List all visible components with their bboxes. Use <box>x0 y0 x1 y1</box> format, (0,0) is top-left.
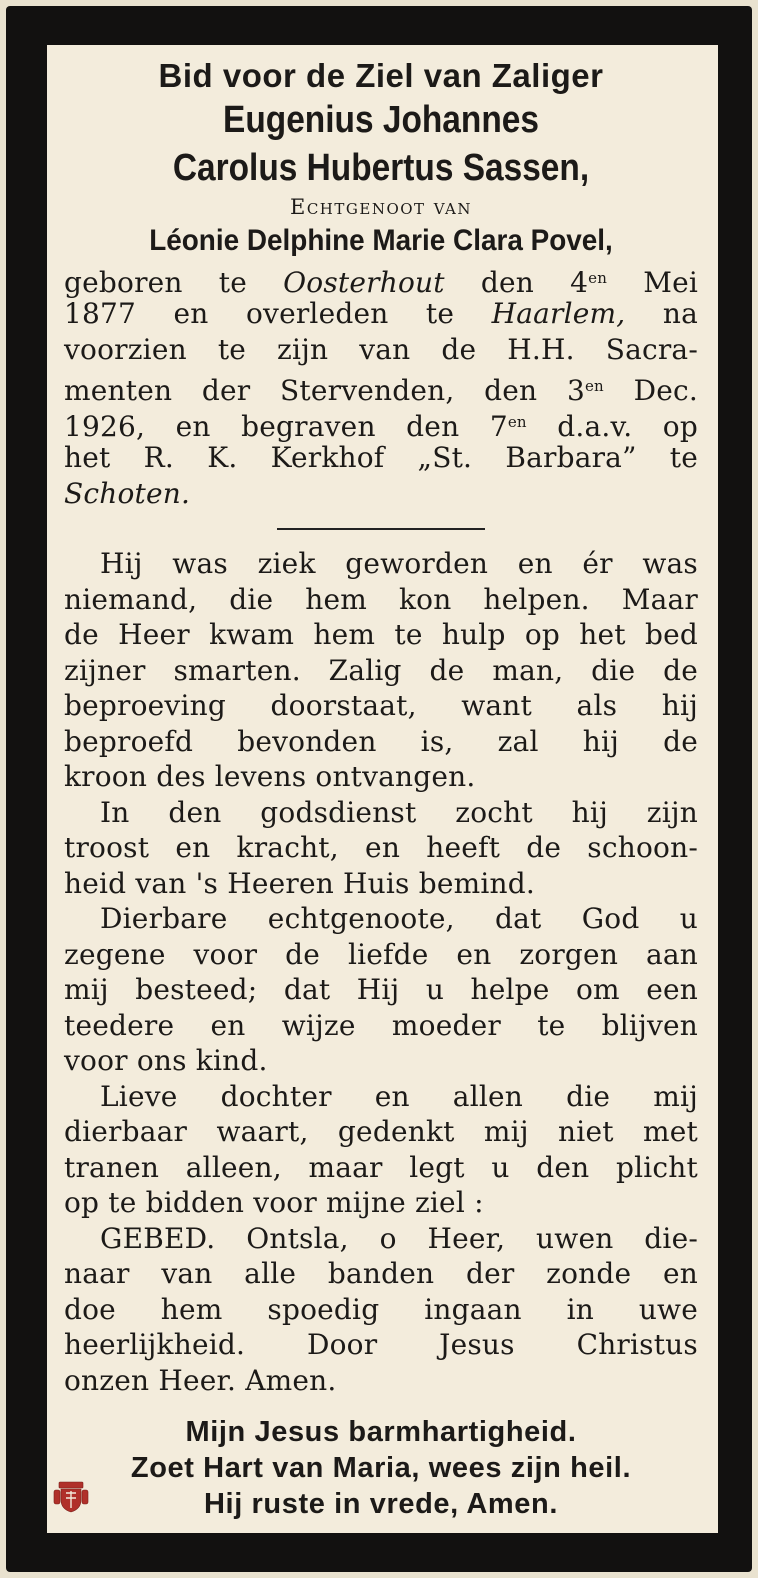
text-line: beproeving doorstaat, want als hij <box>64 689 698 722</box>
biography <box>64 260 698 512</box>
invocation-2: Zoet Hart van Maria, wees zijn heil. <box>130 1452 632 1484</box>
text-line: de Heer kwam hem te hulp op het bed <box>64 618 698 651</box>
text-line: kroon des levens ontvangen. <box>64 760 476 793</box>
invocation-1: Mijn Jesus barmhartigheid. <box>185 1416 577 1448</box>
bio-line-2: 1877 en overleden te Haarlem, na <box>64 297 698 330</box>
bio-line-7 <box>64 476 698 512</box>
text-line: teedere en wijze moeder te blijven <box>64 1008 698 1042</box>
text-line: In den godsdienst zocht hij zijn <box>100 795 698 829</box>
text-line: heid van 's Heeren Huis bemind. <box>64 866 535 900</box>
text-line: tranen alleen, maar legt u den plicht <box>64 1150 698 1184</box>
deceased-name-line-1: Eugenius Johannes <box>223 99 539 141</box>
burial-place: Schoten. <box>64 477 191 510</box>
bio-line-4: menten der Stervenden, den $3^{en}$ Dec. <box>64 374 698 407</box>
text-line: Lieve dochter en allen die mij <box>100 1079 698 1113</box>
heraldic-crest-icon <box>53 1480 89 1514</box>
deceased-name-line-2: Carolus Hubertus Sassen, <box>172 147 590 189</box>
text-line: zegene voor de liefde en zorgen aan <box>64 937 698 971</box>
prayer-line: GEBED. Ontsla, o Heer, uwen die- <box>100 1221 698 1255</box>
prayer-heading: Bid voor de Ziel van Zaliger <box>158 57 604 94</box>
bio-line-6: het R. K. Kerkhof „St. Barbara” te <box>64 441 698 474</box>
spouse-prefix: Echtgenoot van <box>290 195 472 219</box>
prayer-line: doe hem spoedig ingaan in uwe <box>64 1292 698 1326</box>
bio-line-3: voorzien te zijn van de H.H. Sacra- <box>64 333 698 366</box>
prayer-line: onzen Heer. Amen. <box>64 1363 337 1397</box>
card-content <box>64 56 698 1522</box>
text-line: zijner smarten. Zalig de man, die de <box>64 653 698 687</box>
text-line: troost en kracht, en heeft de schoon- <box>64 831 698 864</box>
prayer-line: heerlijkheid. Door Jesus Christus <box>64 1328 698 1361</box>
text-line: mij besteed; dat Hij u helpe om een <box>64 973 698 1006</box>
invocation-3: Hij ruste in vrede, Amen. <box>204 1488 558 1520</box>
text-line: dierbaar waart, gedenkt mij niet met <box>64 1115 698 1148</box>
text-line: op te bidden voor mijne ziel : <box>64 1186 484 1219</box>
divider-rule <box>277 528 485 530</box>
closing-invocations <box>64 1414 698 1522</box>
deathplace: Haarlem, <box>491 297 626 330</box>
prayer-line: naar van alle banden der zonde en <box>64 1257 698 1290</box>
bio-line-1: geboren te Oosterhout den $4^{en}$ Mei <box>64 266 698 299</box>
text-line: Hij was ziek geworden en ér was <box>100 547 698 580</box>
text-line: beproefd bevonden is, zal hij de <box>64 724 698 758</box>
memorial-text <box>64 546 698 1398</box>
text-line: voor ons kind. <box>64 1044 268 1077</box>
spouse-name: Léonie Delphine Marie Clara Povel, <box>149 224 613 257</box>
birthplace: Oosterhout <box>283 266 445 299</box>
bio-line-5: 1926, en begraven den $7^{en}$ d.a.v. op <box>64 410 698 443</box>
text-line: Dierbare echtgenoote, dat God u <box>100 902 698 935</box>
text-line: niemand, die hem kon helpen. Maar <box>64 582 698 616</box>
